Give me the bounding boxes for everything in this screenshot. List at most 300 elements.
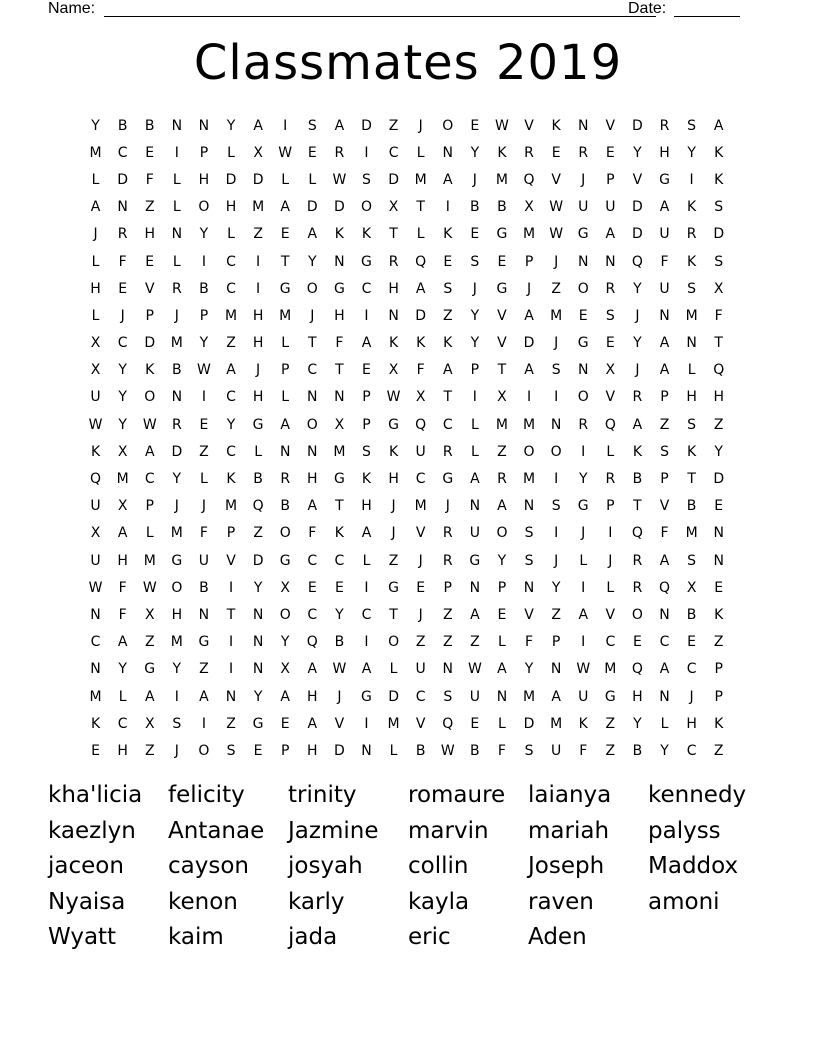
grid-letter: U [659,226,670,243]
word-list-item: romaure [408,782,506,808]
grid-letter: I [581,579,586,596]
word-list-item: trinity [288,782,357,808]
grid-letter: E [362,362,371,379]
grid-letter: P [443,579,452,596]
grid-letter: R [117,226,128,243]
grid-letter: L [172,253,181,270]
grid-letter: O [171,579,183,596]
grid-letter: C [361,606,372,623]
grid-letter: L [172,199,181,216]
word-list-item: Jazmine [288,817,379,844]
grid-letter: V [497,335,507,352]
grid-letter: A [117,525,128,542]
grid-letter: I [201,389,206,406]
grid-row [82,112,732,139]
grid-letter: W [197,362,211,379]
grid-letter: G [144,661,156,678]
grid-letter: D [171,443,183,460]
grid-letter: G [198,634,210,651]
date-label: Date: [628,0,667,17]
grid-letter: C [415,688,426,705]
grid-letter: R [280,471,291,488]
grid-letter: E [470,715,480,732]
grid-letter: D [252,171,264,188]
grid-letter: N [577,117,589,134]
grid-letter: D [713,226,725,243]
page-title: Classmates 2019 [193,35,623,91]
grid-letter: I [228,661,234,678]
grid-letter: H [252,389,264,406]
grid-letter: M [333,443,346,460]
grid-letter: N [171,226,183,243]
grid-letter: Q [90,471,102,488]
grid-letter: O [198,199,210,216]
grid-letter: J [472,171,477,188]
grid-row [82,275,732,302]
grid-row [82,139,732,166]
grid-letter: K [443,335,453,352]
grid-letter: Z [551,606,561,623]
grid-letter: L [281,389,290,406]
grid-letter: P [280,742,290,759]
grid-row [82,601,732,628]
grid-row [82,438,732,465]
grid-letter: L [227,144,235,161]
grid-letter: E [497,253,507,270]
grid-letter: A [307,661,318,678]
grid-letter: A [280,688,290,705]
grid-letter: M [495,171,508,188]
grid-letter: D [334,742,345,759]
grid-letter: Y [226,416,236,433]
grid-letter: X [90,335,101,352]
grid-letter: X [253,144,263,161]
grid-letter: Z [253,226,263,243]
grid-letter: S [714,253,724,270]
grid-letter: N [361,742,372,759]
grid-letter: A [334,117,345,134]
grid-letter: Z [442,634,453,651]
grid-letter: U [578,688,589,705]
grid-letter: G [496,226,508,243]
grid-letter: Y [199,226,209,243]
word-list-item: amoni [648,888,720,915]
grid-letter: H [307,742,318,759]
grid-letter: A [659,335,670,352]
grid-letter: E [551,144,561,161]
grid-letter: Y [118,661,127,678]
grid-letter: A [253,117,263,134]
grid-letter: A [415,280,426,297]
grid-letter: F [525,634,534,651]
grid-letter: M [523,416,536,433]
grid-letter: F [118,253,127,270]
grid-letter: J [418,606,423,623]
grid-letter: S [172,715,182,732]
grid-letter: G [577,498,589,515]
grid-letter: V [659,498,670,515]
grid-letter: P [280,362,290,379]
grid-letter: Z [713,634,724,651]
grid-letter: M [224,498,238,515]
name-blank-line[interactable] [104,0,656,17]
grid-letter: W [88,579,103,596]
grid-letter: O [279,525,291,542]
grid-letter: L [498,634,506,651]
grid-letter: Z [713,416,724,433]
grid-letter: U [469,525,480,542]
grid-letter: A [117,634,128,651]
grid-letter: O [577,389,589,406]
grid-letter: Y [497,552,507,569]
grid-letter: W [142,579,157,596]
word-list-item: felicity [168,782,245,808]
grid-letter: I [256,280,261,297]
grid-letter: M [387,715,400,732]
grid-letter: T [335,362,344,379]
grid-letter: D [415,307,427,324]
grid-letter: D [117,171,129,188]
grid-letter: X [605,362,616,379]
grid-letter: N [577,362,589,379]
grid-letter: N [90,661,101,678]
grid-letter: G [333,280,345,297]
grid-letter: P [470,362,480,379]
grid-letter: N [686,335,697,352]
grid-letter: L [91,307,100,324]
grid-letter: E [497,606,507,623]
grid-letter: S [551,498,561,515]
grid-letter: U [415,661,426,678]
grid-letter: P [606,498,615,515]
word-list-item: Nyaisa [48,888,126,915]
word-list-item: Maddox [648,853,739,879]
grid-letter: G [361,688,372,705]
grid-letter: X [388,199,399,216]
grid-letter: C [90,634,101,651]
grid-letter: D [632,199,643,216]
grid-letter: Q [631,525,643,542]
grid-letter: N [469,498,481,515]
grid-letter: H [307,688,318,705]
grid-letter: J [337,688,342,705]
grid-letter: Y [172,661,182,678]
grid-letter: Z [226,715,236,732]
grid-letter: N [442,661,453,678]
word-list-item: palyss [648,817,721,844]
grid-letter: N [659,606,670,623]
grid-letter: A [551,688,561,705]
grid-letter: N [198,117,210,134]
grid-letter: K [361,226,372,243]
grid-letter: V [497,307,507,324]
grid-letter: Z [659,416,670,433]
grid-letter: T [308,335,317,352]
grid-letter: L [281,335,290,352]
grid-letter: D [713,471,725,488]
grid-letter: V [415,525,426,542]
grid-letter: V [605,606,616,623]
grid-letter: Q [659,579,671,596]
grid-letter: M [116,471,129,488]
grid-letter: F [145,171,154,188]
grid-letter: V [524,606,534,623]
grid-letter: M [89,688,102,705]
grid-letter: I [608,525,613,542]
grid-letter: Y [633,280,642,297]
grid-letter: A [307,226,318,243]
grid-letter: A [144,443,155,460]
grid-letter: V [551,171,561,188]
grid-letter: T [389,226,398,243]
date-blank-line[interactable] [674,0,740,17]
grid-letter: E [687,634,697,651]
grid-letter: Y [118,389,127,406]
grid-letter: K [714,144,724,161]
grid-letter: T [226,606,236,623]
grid-letter: P [660,389,669,406]
word-list-item: josyah [288,853,363,879]
grid-letter: L [281,171,290,188]
grid-letter: Z [388,552,399,569]
grid-letter: I [445,199,450,216]
grid-letter: Z [470,634,480,651]
grid-letter: P [660,471,669,488]
grid-letter: J [418,117,423,134]
grid-letter: I [364,634,369,651]
grid-letter: L [606,579,615,596]
grid-letter: N [523,498,535,515]
grid-letter: R [578,144,589,161]
grid-letter: Q [713,362,725,379]
grid-letter: T [633,498,642,515]
word-list-item: laianya [528,782,612,808]
grid-letter: I [256,253,261,270]
grid-letter: A [90,199,101,216]
grid-letter: H [686,715,697,732]
name-label: Name: [48,0,96,17]
grid-letter: Y [470,144,480,161]
grid-letter: L [145,525,154,542]
grid-letter: Z [199,443,209,460]
grid-letter: W [332,661,347,678]
grid-letter: L [498,715,506,732]
grid-letter: L [579,552,588,569]
grid-letter: U [90,552,101,569]
grid-letter: M [550,307,563,324]
grid-letter: H [713,389,724,406]
grid-letter: K [497,144,507,161]
grid-letter: L [660,715,669,732]
grid-letter: L [687,362,696,379]
grid-letter: R [171,416,182,433]
grid-letter: L [362,552,371,569]
grid-letter: N [550,661,562,678]
grid-letter: R [659,117,670,134]
grid-letter: R [171,280,182,297]
grid-letter: A [524,362,534,379]
grid-letter: Y [172,471,182,488]
grid-letter: A [578,606,589,623]
grid-letter: Q [631,253,643,270]
grid-letter: E [714,579,724,596]
word-list-item: raven [528,888,594,915]
grid-letter: S [307,117,317,134]
grid-letter: B [686,498,697,515]
grid-letter: K [334,226,344,243]
grid-letter: D [225,171,237,188]
grid-letter: C [144,471,155,488]
grid-letter: V [524,117,534,134]
grid-letter: M [685,307,698,324]
grid-letter: J [256,362,261,379]
grid-letter: Z [144,634,155,651]
grid-letter: K [90,443,101,460]
grid-letter: X [713,280,724,297]
grid-letter: A [280,199,290,216]
grid-letter: A [659,661,670,678]
grid-letter: P [145,307,154,324]
grid-letter: T [497,362,507,379]
grid-letter: P [145,498,154,515]
grid-letter: D [388,171,399,188]
grid-letter: M [170,634,183,651]
grid-letter: J [635,307,640,324]
grid-letter: D [361,117,372,134]
grid-letter: E [91,742,100,759]
grid-letter: R [442,525,453,542]
grid-letter: G [252,416,264,433]
grid-letter: L [416,144,425,161]
grid-letter: K [714,606,724,623]
grid-letter: Y [280,634,290,651]
grid-letter: X [90,525,101,542]
grid-letter: P [551,634,561,651]
grid-letter: I [174,144,179,161]
grid-letter: J [581,171,586,188]
grid-letter: L [200,471,208,488]
grid-letter: K [334,525,344,542]
grid-letter: A [659,552,670,569]
grid-letter: W [332,171,347,188]
grid-letter: J [310,307,315,324]
grid-letter: K [687,443,697,460]
grid-letter: Q [252,498,264,515]
grid-letter: R [442,552,453,569]
grid-row [82,302,732,329]
grid-letter: D [252,552,264,569]
grid-letter: D [523,335,535,352]
grid-letter: B [199,280,209,297]
grid-letter: I [581,443,586,460]
grid-row [82,330,732,357]
grid-letter: E [416,579,426,596]
grid-letter: L [227,226,235,243]
grid-letter: H [171,606,183,623]
grid-letter: X [90,362,101,379]
grid-letter: P [714,661,723,678]
grid-letter: Y [633,335,642,352]
grid-letter: K [687,199,697,216]
grid-letter: C [605,634,616,651]
grid-letter: K [388,335,399,352]
grid-letter: N [713,552,724,569]
grid-letter: F [199,525,208,542]
grid-letter: O [306,280,318,297]
grid-letter: H [225,199,237,216]
grid-letter: Z [605,742,616,759]
grid-letter: N [659,307,670,324]
grid-letter: R [632,389,643,406]
grid-letter: I [228,579,234,596]
grid-letter: A [442,171,453,188]
grid-letter: N [442,144,453,161]
grid-letter: F [118,579,127,596]
grid-letter: B [497,199,507,216]
grid-letter: A [713,117,724,134]
grid-letter: N [198,606,210,623]
grid-letter: S [362,443,371,460]
grid-letter: L [416,226,425,243]
grid-letter: A [199,688,209,705]
word-list-item: kha'licia [48,782,143,808]
grid-letter: K [714,171,724,188]
grid-letter: S [551,362,561,379]
grid-letter: G [659,171,670,188]
grid-letter: K [714,715,724,732]
grid-letter: C [226,443,236,460]
grid-letter: X [415,389,426,406]
grid-letter: K [416,335,426,352]
grid-letter: M [523,471,536,488]
grid-letter: E [118,280,128,297]
grid-letter: H [334,307,345,324]
grid-letter: B [632,471,643,488]
grid-letter: L [254,443,263,460]
grid-letter: L [91,253,100,270]
word-list-item: kenon [168,888,238,915]
grid-row [82,737,732,764]
grid-letter: A [307,498,318,515]
grid-letter: C [388,144,399,161]
grid-letter: G [442,471,454,488]
grid-letter: J [445,498,450,515]
grid-letter: E [443,253,453,270]
grid-letter: H [144,226,155,243]
grid-letter: L [606,443,615,460]
grid-letter: X [524,199,534,216]
grid-letter: Q [631,661,643,678]
grid-letter: I [228,634,234,651]
grid-letter: N [307,443,318,460]
grid-letter: U [551,742,562,759]
grid-letter: A [659,362,670,379]
grid-letter: P [524,253,534,270]
grid-letter: S [443,280,453,297]
grid-letter: M [414,171,427,188]
grid-letter: J [391,525,396,542]
grid-letter: M [495,416,508,433]
grid-letter: B [199,579,209,596]
grid-letter: J [554,253,559,270]
grid-letter: H [686,389,697,406]
grid-letter: H [117,552,128,569]
word-list-item: eric [408,924,451,950]
grid-letter: M [224,307,238,324]
grid-row [82,520,732,547]
word-list-item: mariah [528,817,610,844]
grid-letter: U [198,552,210,569]
